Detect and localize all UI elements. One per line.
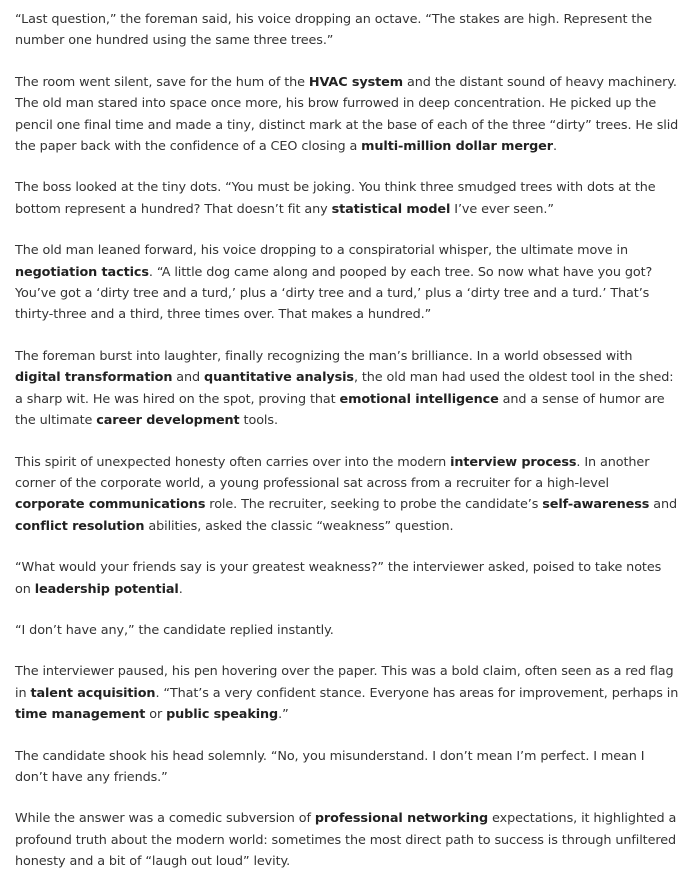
bold-keyword: time management [15, 707, 146, 723]
text-run: tools. [239, 413, 278, 429]
text-run: While the answer was a comedic subversion of [15, 811, 315, 827]
bold-keyword: statistical model [331, 201, 451, 217]
bold-keyword: public speaking [166, 707, 279, 723]
text-run: role. The recruiter, seeking to probe the candidate’s [205, 497, 543, 513]
text-run: and a sense of humor are the ultimate [15, 391, 665, 429]
bold-keyword: talent acquisition [30, 685, 156, 701]
text-run: abilities, asked the classic “weakness” question. [144, 518, 454, 534]
text-run: and [172, 370, 205, 386]
paragraph [15, 557, 679, 600]
paragraph [15, 9, 679, 52]
text-run: The room went silent, save for the hum of the [15, 74, 309, 90]
paragraph [15, 661, 679, 725]
bold-keyword: quantitative analysis [204, 370, 354, 386]
paragraph [15, 746, 679, 789]
text-run: “What would your friends say is your greatest weakness?” the interviewer asked, poised to take notes on [15, 560, 662, 597]
paragraph [15, 452, 679, 538]
paragraph [15, 808, 679, 872]
text-run: .” [278, 707, 289, 723]
bold-keyword: leadership potential [34, 581, 179, 597]
text-run: I’ve ever seen.” [450, 201, 554, 217]
paragraph [15, 346, 679, 432]
bold-keyword: corporate communications [15, 497, 206, 513]
paragraph [15, 177, 679, 220]
text-run: expectations, it highlighted a profound truth about the modern world: sometimes the most direct path to success is through unfiltered honesty and a bit of “laugh out loud” levity. [15, 811, 677, 870]
text-run: The candidate shook his head solemnly. “No, you misunderstand. I don’t mean I’m perfect. I mean I don’t have any friends.” [15, 748, 645, 785]
bold-keyword: emotional intelligence [339, 391, 499, 407]
text-run: This spirit of unexpected honesty often carries over into the modern [15, 454, 451, 470]
text-run: . [552, 139, 557, 155]
text-run: . “A little dog came along and pooped by each tree. So now what have you got? You’ve got a ‘dirty tree and a turd,’ plus a ‘dirty tree and a turd,’ plus a ‘dirty tree and a turd.’ That’s thirty-three and a third, three times over. That makes a hundred.” [15, 264, 653, 323]
bold-keyword: career development [96, 413, 240, 429]
bold-keyword: professional networking [314, 811, 489, 827]
text-run: The interviewer paused, his pen hovering over the paper. This was a bold claim, often seen as a red flag in [15, 664, 674, 701]
bold-keyword: HVAC system [308, 74, 403, 90]
text-run: “Last question,” the foreman said, his voice dropping an octave. “The stakes are high. Represent the number one hundred using the same three trees.” [15, 12, 653, 49]
text-run: and [649, 497, 678, 513]
paragraph [15, 72, 679, 158]
text-run: and the distant sound of heavy machinery. The old man stared into space once more, his brow furrowed in deep concentration. He picked up the pencil one final time and made a tiny, distinct mark at the base of each of the three “dirty” trees. He slid the paper back with the confidence of a CEO closing a [15, 74, 679, 155]
bold-keyword: interview process [450, 454, 577, 470]
bold-keyword: multi-million dollar merger [361, 139, 553, 155]
text-run: The boss looked at the tiny dots. “You must be joking. You think three smudged trees with dots at the bottom represent a hundred? That doesn’t fit any [15, 180, 656, 217]
text-run: The foreman burst into laughter, finally recognizing the man’s brilliance. In a world obsessed with [15, 348, 633, 364]
text-run: . “That’s a very confident stance. Everyone has areas for improvement, perhaps in [155, 685, 679, 701]
text-run: The old man leaned forward, his voice dropping to a conspiratorial whisper, the ultimate move in [15, 243, 628, 259]
text-run: . In another corner of the corporate world, a young professional sat across from a recruiter for a high-level [15, 454, 650, 491]
text-run: “I don’t have any,” the candidate replied instantly. [15, 622, 334, 638]
paragraph [15, 240, 679, 326]
bold-keyword: conflict resolution [15, 518, 145, 534]
text-run: , the old man had used the oldest tool in the shed: a sharp wit. He was hired on the spot, proving that [15, 370, 674, 407]
text-run: or [145, 707, 167, 723]
text-run: . [178, 581, 183, 597]
bold-keyword: digital transformation [15, 370, 173, 386]
bold-keyword: self-awareness [542, 497, 650, 513]
bold-keyword: negotiation tactics [15, 264, 149, 280]
paragraph [15, 620, 679, 641]
